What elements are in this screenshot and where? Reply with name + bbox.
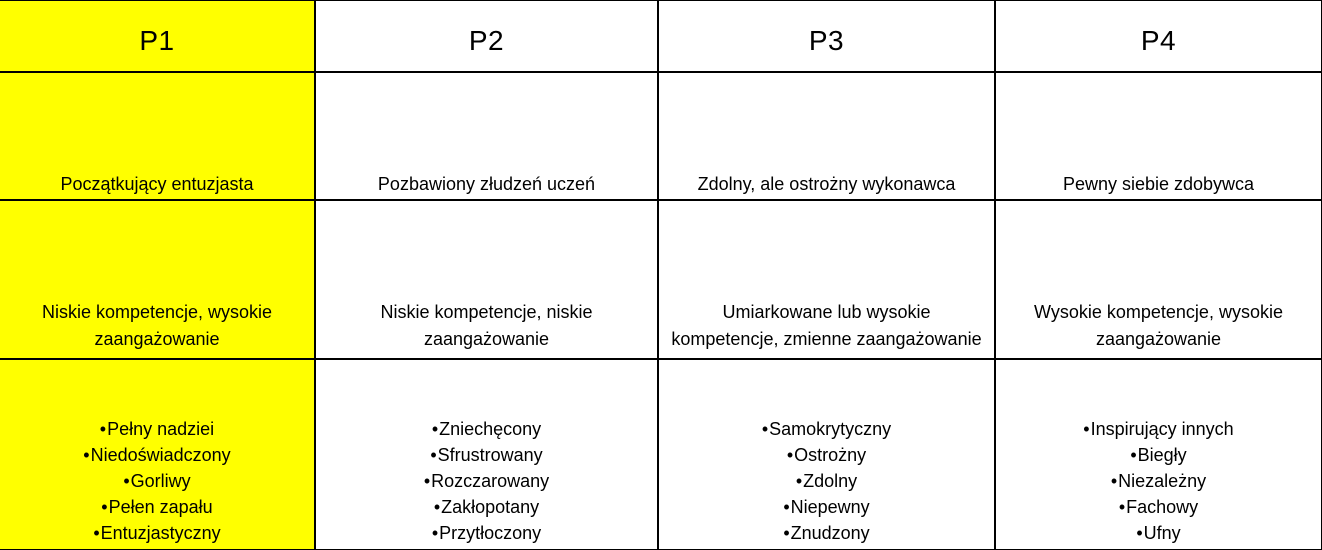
trait-label: Ostrożny <box>794 444 867 465</box>
trait-label: Samokrytyczny <box>769 418 892 439</box>
description-cell-p3: Zdolny, ale ostrożny wykonawca <box>658 72 995 200</box>
trait-item <box>322 442 651 468</box>
traits-cell-p3 <box>658 359 995 550</box>
competence-cell-p1 <box>0 200 315 359</box>
trait-item <box>1002 494 1315 520</box>
bullet-icon: • <box>431 522 439 543</box>
description-cell-p1: Początkujący entuzjasta <box>0 72 315 200</box>
competence-cell-p2 <box>315 200 658 359</box>
bullet-icon: • <box>783 496 790 517</box>
trait-label: Niedoświadczony <box>90 444 231 465</box>
bullet-icon: • <box>1110 470 1118 491</box>
trait-label: Zdolny <box>803 470 858 491</box>
bullet-icon: • <box>433 496 441 517</box>
competence-line: zaangażowanie <box>423 328 550 349</box>
trait-item <box>322 494 651 520</box>
header-row <box>0 1 1322 72</box>
column-header-p3: P3 <box>658 1 995 72</box>
trait-item <box>1002 520 1315 546</box>
column-header-p2: P2 <box>315 1 658 72</box>
traits-cell-p1 <box>0 359 315 550</box>
traits-cell-p4 <box>995 359 1322 550</box>
bullet-icon: • <box>1083 418 1090 439</box>
trait-item <box>665 468 988 494</box>
trait-item <box>6 442 308 468</box>
bullet-icon: • <box>123 470 130 491</box>
trait-item <box>6 416 308 442</box>
trait-label: Zniechęcony <box>439 418 542 439</box>
competence-line: Niskie kompetencje, wysokie <box>41 301 273 322</box>
column-header-p1: P1 <box>0 1 315 72</box>
bullet-icon: • <box>1118 496 1126 517</box>
bullet-icon: • <box>93 522 100 543</box>
bullet-icon: • <box>99 418 107 439</box>
bullet-icon: • <box>431 418 439 439</box>
trait-item <box>322 520 651 546</box>
competence-cell-p4 <box>995 200 1322 359</box>
trait-item <box>1002 442 1315 468</box>
bullet-icon: • <box>1130 444 1137 465</box>
competence-line: Niskie kompetencje, niskie <box>380 301 593 322</box>
traits-cell-p2 <box>315 359 658 550</box>
traits-row <box>0 359 1322 550</box>
trait-item <box>1002 416 1315 442</box>
description-cell-p4: Pewny siebie zdobywca <box>995 72 1322 200</box>
trait-label: Przytłoczony <box>439 522 542 543</box>
description-cell-p2: Pozbawiony złudzeń uczeń <box>315 72 658 200</box>
trait-label: Sfrustrowany <box>437 444 543 465</box>
bullet-icon: • <box>783 522 790 543</box>
trait-item <box>665 494 988 520</box>
trait-item <box>6 468 308 494</box>
trait-label: Entuzjastyczny <box>100 522 221 543</box>
trait-label: Pełny nadziei <box>107 418 215 439</box>
column-header-p4: P4 <box>995 1 1322 72</box>
trait-item <box>322 416 651 442</box>
competence-line: Umiarkowane lub wysokie <box>722 301 931 322</box>
competence-line: Wysokie kompetencje, wysokie <box>1034 301 1283 322</box>
trait-label: Niezależny <box>1118 470 1207 491</box>
trait-label: Zakłopotany <box>441 496 540 517</box>
bullet-icon: • <box>430 444 437 465</box>
bullet-icon: • <box>786 444 794 465</box>
trait-label: Niepewny <box>790 496 870 517</box>
trait-label: Biegły <box>1137 444 1187 465</box>
bullet-icon: • <box>1136 522 1143 543</box>
competence-line: kompetencje, zmienne zaangażowanie <box>671 328 982 349</box>
competence-cell-p3 <box>658 200 995 359</box>
description-row <box>0 72 1322 200</box>
trait-label: Pełen zapału <box>108 496 213 517</box>
trait-label: Gorliwy <box>130 470 191 491</box>
trait-item <box>665 520 988 546</box>
trait-label: Inspirujący innych <box>1090 418 1234 439</box>
trait-item <box>665 442 988 468</box>
competence-row <box>0 200 1322 359</box>
bullet-icon: • <box>101 496 108 517</box>
trait-label: Fachowy <box>1126 496 1199 517</box>
bullet-icon: • <box>83 444 90 465</box>
trait-label: Rozczarowany <box>431 470 550 491</box>
competence-line: zaangażowanie <box>94 328 220 349</box>
competence-line: zaangażowanie <box>1095 328 1222 349</box>
trait-item <box>1002 468 1315 494</box>
trait-item <box>665 416 988 442</box>
bullet-icon: • <box>795 470 803 491</box>
bullet-icon: • <box>423 470 431 491</box>
trait-item <box>6 520 308 546</box>
trait-label: Ufny <box>1143 522 1181 543</box>
bullet-icon: • <box>761 418 769 439</box>
trait-item <box>6 494 308 520</box>
trait-item <box>322 468 651 494</box>
trait-label: Znudzony <box>790 522 870 543</box>
